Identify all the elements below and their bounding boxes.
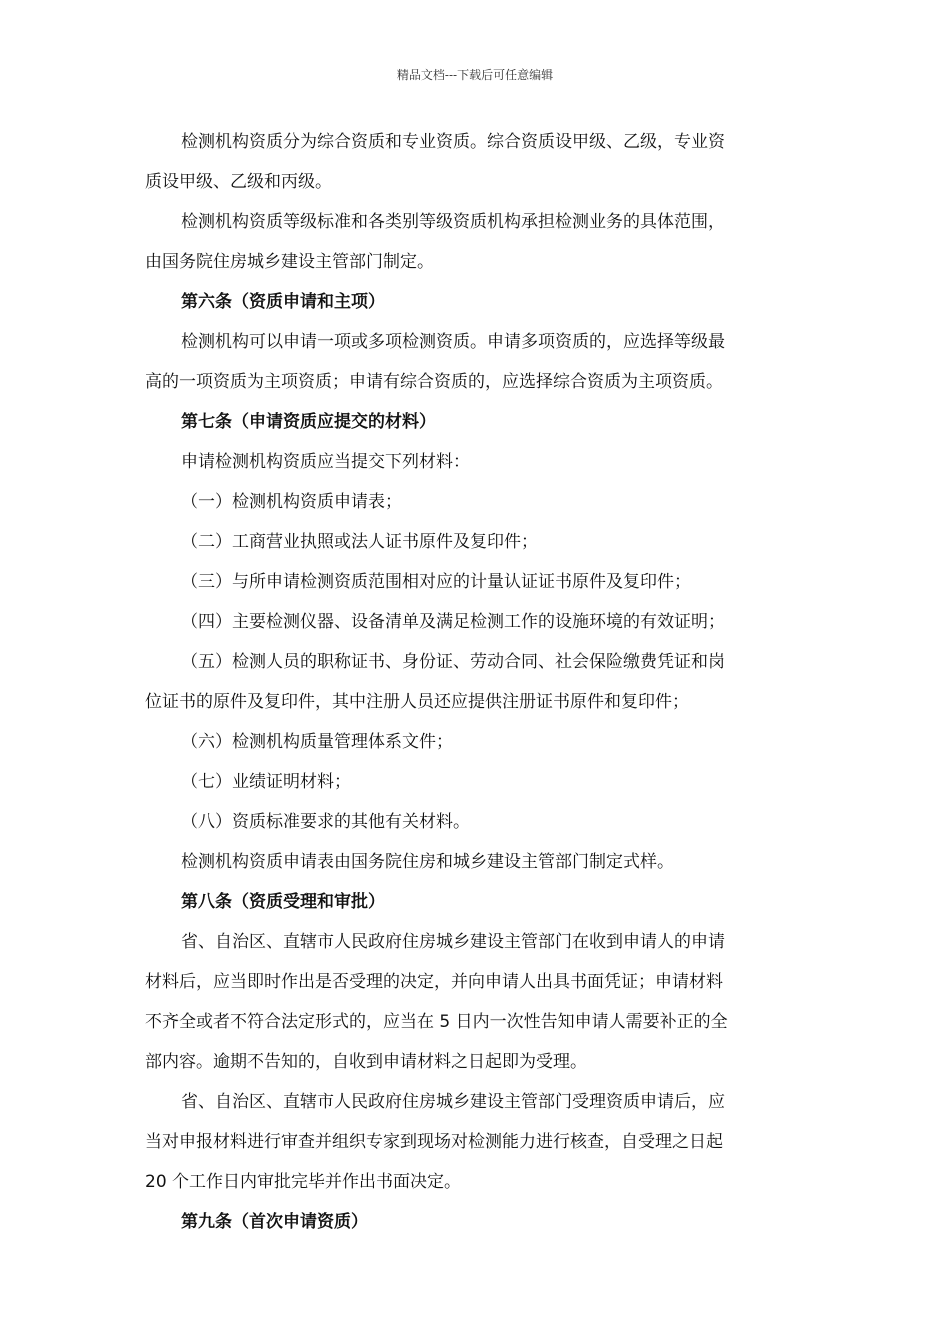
paragraph [145, 202, 807, 282]
text-line: （六）检测机构质量管理体系文件； [181, 732, 453, 752]
paragraph [145, 482, 807, 522]
text-line: 第八条（资质受理和审批） [181, 892, 385, 912]
paragraph [145, 1082, 807, 1202]
paragraph [145, 922, 807, 1082]
text-line: 检测机构可以申请一项或多项检测资质。申请多项资质的，应选择等级最 [181, 332, 725, 352]
text-line: 高的一项资质为主项资质；申请有综合资质的，应选择综合资质为主项资质。 [145, 372, 723, 392]
paragraph [145, 602, 807, 642]
paragraph [145, 122, 807, 202]
text-line: 质设甲级、乙级和丙级。 [145, 172, 332, 192]
text-line: 第七条（申请资质应提交的材料） [181, 412, 436, 432]
page-header: 精品文档---下载后可任意编辑 [396, 68, 554, 82]
text-line: 省、自治区、直辖市人民政府住房城乡建设主管部门在收到申请人的申请 [181, 932, 725, 952]
text-line: 不齐全或者不符合法定形式的，应当在 5 日内一次性告知申请人需要补正的全 [145, 1012, 728, 1032]
paragraph [145, 642, 807, 722]
text-line: 第六条（资质申请和主项） [181, 292, 385, 312]
paragraph [145, 522, 807, 562]
text-line: 当对申报材料进行审查并组织专家到现场对检测能力进行核查，自受理之日起 [145, 1132, 723, 1152]
text-line: 检测机构资质分为综合资质和专业资质。综合资质设甲级、乙级，专业资 [181, 132, 725, 152]
article-heading [145, 882, 807, 922]
article-heading [145, 1202, 807, 1242]
paragraph [145, 322, 807, 402]
paragraph [145, 762, 807, 802]
text-line: 20 个工作日内审批完毕并作出书面决定。 [145, 1172, 462, 1192]
text-line: 检测机构资质等级标准和各类别等级资质机构承担检测业务的具体范围， [181, 212, 725, 232]
text-line: 申请检测机构资质应当提交下列材料： [181, 452, 470, 472]
paragraph [145, 562, 807, 602]
article-heading [145, 282, 807, 322]
text-line: 材料后，应当即时作出是否受理的决定，并向申请人出具书面凭证；申请材料 [145, 972, 723, 992]
article-heading [145, 402, 807, 442]
paragraph [145, 842, 807, 882]
text-line: 部内容。逾期不告知的，自收到申请材料之日起即为受理。 [145, 1052, 587, 1072]
text-line: 由国务院住房城乡建设主管部门制定。 [145, 252, 434, 272]
text-line: （三）与所申请检测资质范围相对应的计量认证证书原件及复印件； [181, 572, 691, 592]
text-line: （二）工商营业执照或法人证书原件及复印件； [181, 532, 538, 552]
text-line: 第九条（首次申请资质） [181, 1212, 368, 1232]
text-line: 位证书的原件及复印件，其中注册人员还应提供注册证书原件和复印件； [145, 692, 689, 712]
paragraph [145, 802, 807, 842]
text-line: 检测机构资质申请表由国务院住房和城乡建设主管部门制定式样。 [181, 852, 674, 872]
text-line: （五）检测人员的职称证书、身份证、劳动合同、社会保险缴费凭证和岗 [181, 652, 725, 672]
text-line: 省、自治区、直辖市人民政府住房城乡建设主管部门受理资质申请后，应 [181, 1092, 725, 1112]
document-body [145, 122, 807, 1242]
text-line: （七）业绩证明材料； [181, 772, 351, 792]
paragraph [145, 442, 807, 482]
text-line: （一）检测机构资质申请表； [181, 492, 402, 512]
text-line: （四）主要检测仪器、设备清单及满足检测工作的设施环境的有效证明； [181, 612, 725, 632]
paragraph [145, 722, 807, 762]
text-line: （八）资质标准要求的其他有关材料。 [181, 812, 470, 832]
